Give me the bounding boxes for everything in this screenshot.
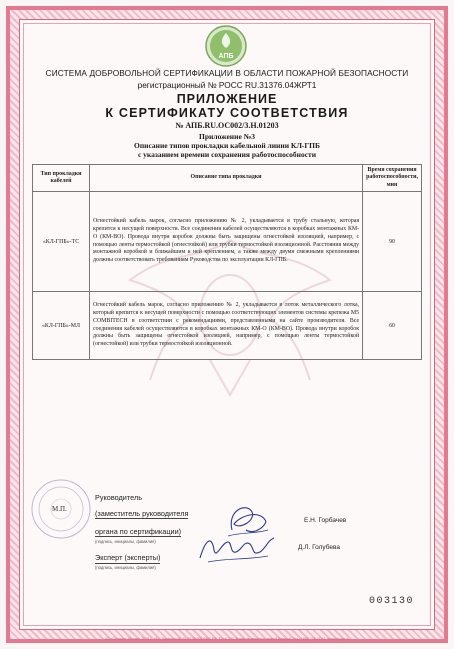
apb-logo-icon [204, 24, 248, 68]
header-time: Время сохранения работоспособности, мин [363, 165, 422, 192]
head-signature-block [95, 494, 188, 544]
header-description: Описание типа прокладки [90, 165, 363, 192]
head-role-line-3: органа по сертификации) [95, 526, 182, 536]
row-description: Огнестойкий кабель марок, согласно приложению № 2, укладывается в трубу стальную, которая крепится к несущей поверхности. Все соединения кабелей осуществляются в коробках монтажных КМ-О (КМ-ВО). Провода внутри коробок должны быть защищены огнестойкой изоляцией, например, с помощью ленты термостойкой (огнестойкой) или трубки термостойкой изоляционной. Расстояния между монтажной коробкой и ближайшим к ней креплением, а также между двумя смежными креплениями должны соответствовать требованиям Руководства по эксплуатации КЛ-ГПБ. [90, 192, 363, 292]
description-title-2: с указанием времени сохранения работоспособности [137, 150, 317, 159]
expert-signature-icon [196, 528, 276, 566]
logo-text: АПБ [218, 53, 234, 60]
expert-role: Эксперт (эксперты) [95, 553, 161, 562]
laying-types-table [32, 164, 422, 360]
head-signature-hint: (подпись, инициалы, фамилия) [95, 538, 156, 544]
title-line-1: ПРИЛОЖЕНИЕ [176, 92, 278, 106]
head-role-line-2: (заместитель руководителя [95, 508, 189, 518]
system-name: СИСТЕМА ДОБРОВОЛЬНОЙ СЕРТИФИКАЦИИ В ОБЛАСТИ ПОЖАРНОЙ БЕЗОПАСНОСТИ [45, 68, 409, 78]
row-description: Огнестойкий кабель марок, согласно приложению № 2, укладывается в лоток металлического лотка, который крепится к несущей поверхности с помощью соответствующих элементов системы крепежа M5 COMBITECH в соответствии с рекомендациями, представленными на сайте производителя. Все соединения кабелей осуществляются в коробках монтажных КМ-О (КМ-ВО). Провода внутри коробок должны быть защищены огнестойкой изоляцией, например, с помощью ленты термостойкой (огнестойкой) или трубки термостойкой изоляционной. [90, 292, 363, 360]
appendix-number: Приложение №3 [199, 132, 255, 141]
table-row [33, 192, 422, 292]
row-time: 90 [363, 192, 422, 292]
row-time: 60 [363, 292, 422, 360]
certificate-number: № АПБ.RU.ОС002/3.Н.01203 [175, 121, 279, 130]
expert-signature-block [95, 547, 160, 570]
expert-signature-hint: (подпись, инициалы, фамилия) [95, 565, 156, 570]
head-role-line-1: Руководитель [95, 493, 143, 502]
head-name: Е.Н. Горбачев [304, 517, 347, 524]
row-type: «КЛ-ГПБ»-МЛ [33, 292, 90, 360]
header-type: Тип прокладки кабелей [33, 165, 90, 192]
expert-name: Д.Л. Голубева [298, 544, 341, 551]
table-row [33, 292, 422, 360]
stamp-place-label: М.П. [52, 505, 67, 513]
table-header-row [33, 165, 422, 192]
row-type: «КЛ-ГПБ»-ТС [33, 192, 90, 292]
print-footer: АО «Опцион», Москва, 2018 г., «Б», Лицензия № 05-05-09/003 ФНС РФ, ТЗ № 130. Бланк не является ценной бумагой. Тел.: (495) 726-47-42, www.opcion.ru [104, 637, 350, 641]
title-line-2: К СЕРТИФИКАТУ СООТВЕТСТВИЯ [105, 106, 349, 120]
serial-number: 003130 [368, 596, 414, 607]
registration-number: регистрационный № РОСС RU.31376.04ЖРТ1 [137, 80, 317, 90]
description-title-1: Описание типов прокладки кабельной линии КЛ-ГПБ [134, 141, 320, 150]
